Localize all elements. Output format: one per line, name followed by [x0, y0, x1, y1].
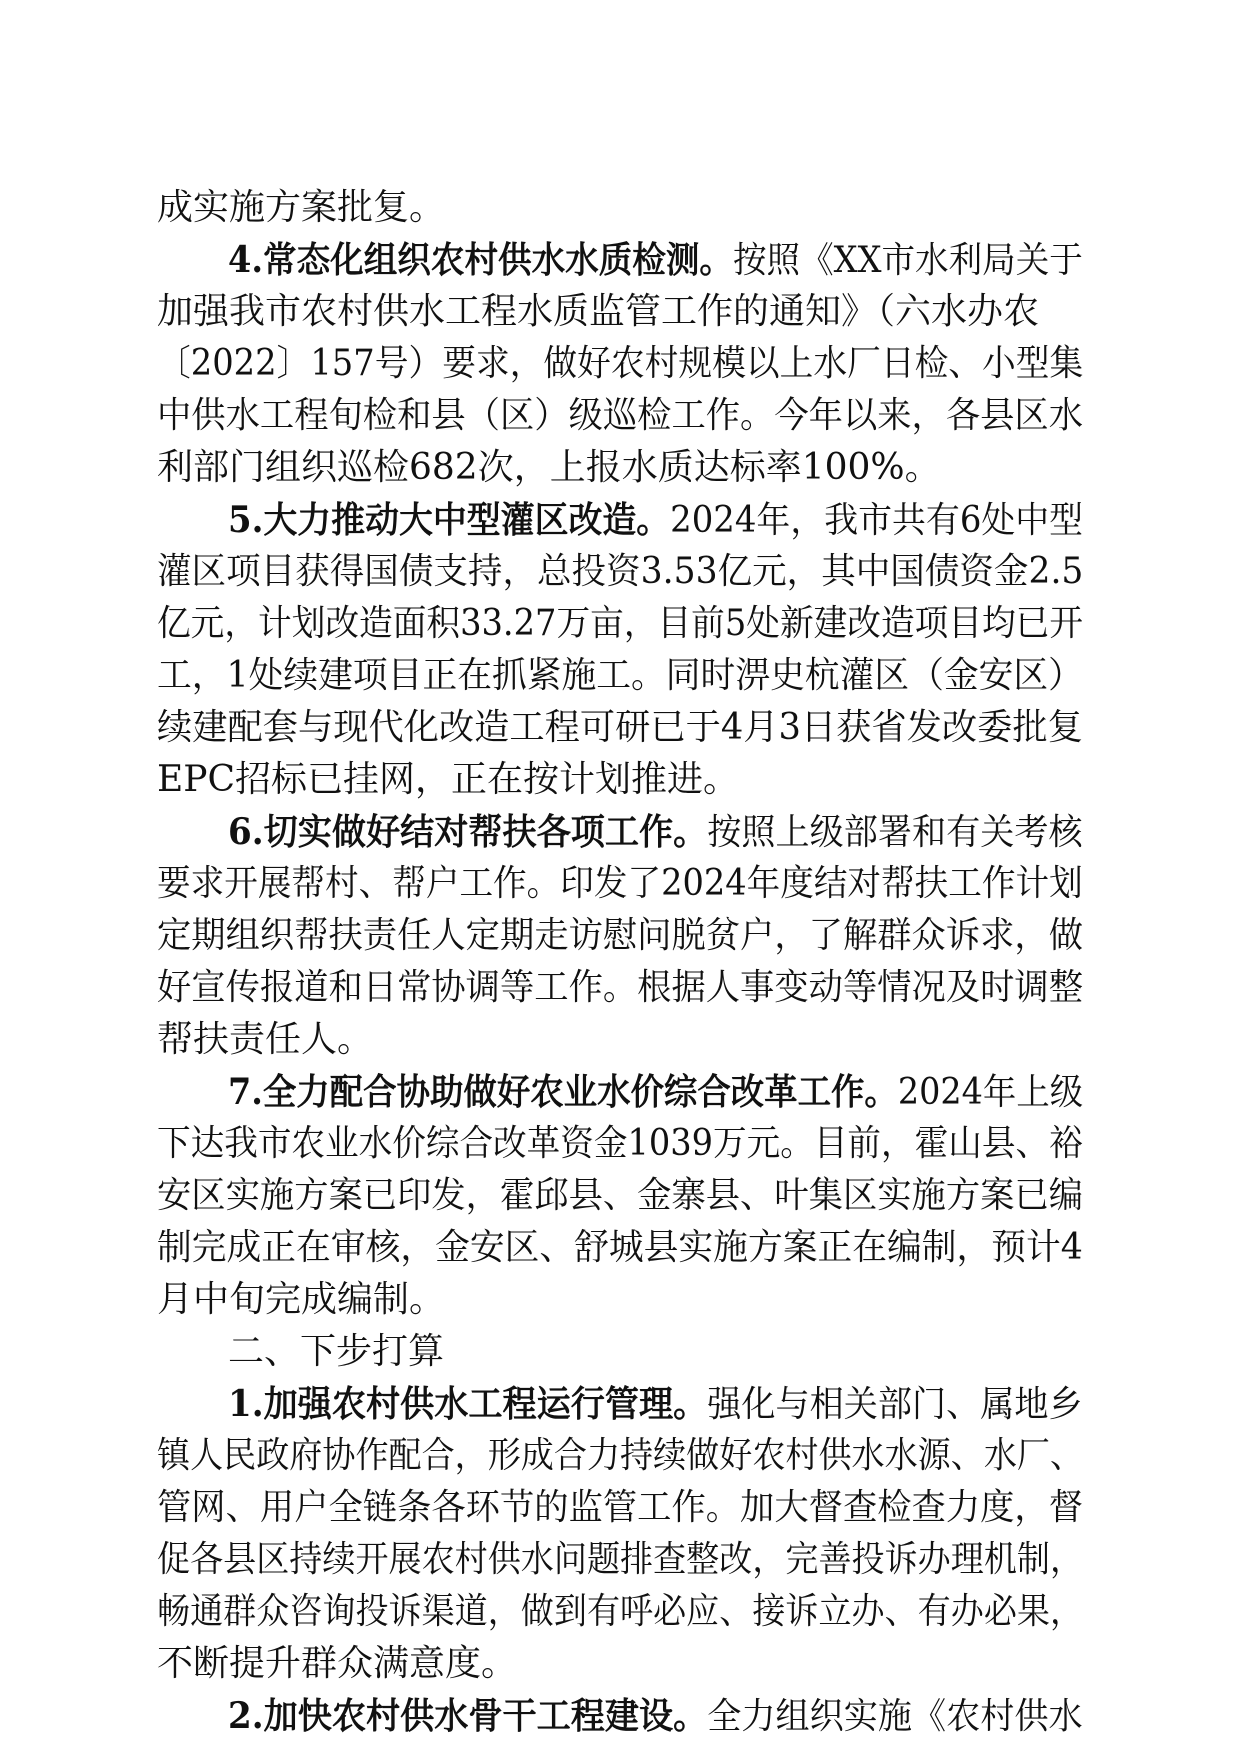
body-line	[0, 338, 1240, 390]
body-line	[0, 702, 1240, 754]
body-line	[0, 546, 1240, 598]
line-text: 好宣传报道和日常协调等工作。根据人事变动等情况及时调整	[157, 967, 1084, 1008]
line-text: 按照上级部署和有关考核	[707, 812, 1083, 853]
line-text: 畅通群众咨询投诉渠道，做到有呼必应、接诉立办、有办必果，	[157, 1591, 1084, 1632]
paragraph-heading: 6.切实做好结对帮扶各项工作。	[228, 811, 708, 853]
line-text: 2024年上级	[897, 1072, 1084, 1113]
line-text: 〔2022〕157号）要求，做好农村规模以上水厂日检、小型集	[157, 343, 1084, 384]
body-line	[0, 1638, 1240, 1690]
paragraph-start-line	[0, 806, 1240, 858]
body-line	[0, 286, 1240, 338]
body-line	[0, 598, 1240, 650]
line-text: 制完成正在审核，金安区、舒城县实施方案正在编制，预计4	[157, 1227, 1083, 1268]
line-text: 要求开展帮村、帮户工作。印发了2024年度结对帮扶工作计划	[157, 863, 1083, 904]
line-text: 不断提升群众满意度。	[157, 1643, 518, 1684]
line-text: 管网、用户全链条各环节的监管工作。加大督查检查力度，督	[157, 1487, 1084, 1528]
body-line	[0, 442, 1240, 494]
line-text: 工，1处续建项目正在抓紧施工。同时淠史杭灌区（金安区）	[157, 655, 1083, 696]
body-line	[0, 182, 1240, 234]
paragraph-heading: 7.全力配合协助做好农业水价综合改革工作。	[228, 1071, 898, 1113]
line-text: 帮扶责任人。	[157, 1019, 374, 1060]
line-text: 成实施方案批复。	[157, 187, 446, 228]
paragraph-heading: 1.加强农村供水工程运行管理。	[228, 1383, 708, 1425]
line-text: 灌区项目获得国债支持，总投资3.53亿元，其中国债资金2.5	[157, 551, 1084, 592]
body-line	[0, 962, 1240, 1014]
paragraph-start-line	[0, 1690, 1240, 1742]
line-text: 下达我市农业水价综合改革资金1039万元。目前，霍山县、裕	[157, 1123, 1083, 1164]
body-line	[0, 858, 1240, 910]
line-text: 利部门组织巡检682次，上报水质达标率100%。	[157, 447, 941, 488]
line-text: EPC招标已挂网，正在按计划推进。	[157, 759, 740, 800]
paragraph-start-line	[0, 494, 1240, 546]
line-text: 镇人民政府协作配合，形成合力持续做好农村供水水源、水厂、	[157, 1435, 1084, 1476]
section-heading-text: 二、下步打算	[228, 1331, 445, 1372]
line-text: 强化与相关部门、属地乡	[707, 1384, 1083, 1425]
body-line	[0, 1118, 1240, 1170]
line-text: 安区实施方案已印发，霍邱县、金寨县、叶集区实施方案已编	[157, 1175, 1084, 1216]
line-text: 加强我市农村供水工程水质监管工作的通知》（六水办农	[157, 291, 1040, 332]
line-text: 续建配套与现代化改造工程可研已于4月3日获省发改委批复	[157, 707, 1083, 748]
body-line	[0, 1534, 1240, 1586]
body-line	[0, 1222, 1240, 1274]
line-text: 2024年，我市共有6处中型	[670, 500, 1084, 541]
paragraph-start-line	[0, 234, 1240, 286]
body-line	[0, 390, 1240, 442]
body-line	[0, 1014, 1240, 1066]
paragraph-start-line	[0, 1378, 1240, 1430]
body-line	[0, 650, 1240, 702]
section-heading	[0, 1326, 1240, 1378]
paragraph-heading: 4.常态化组织农村供水水质检测。	[228, 239, 733, 281]
body-line	[0, 910, 1240, 962]
line-text: 亿元，计划改造面积33.27万亩，目前5处新建改造项目均已开	[157, 603, 1084, 644]
body-line	[0, 1482, 1240, 1534]
paragraph-heading: 2.加快农村供水骨干工程建设。	[228, 1695, 708, 1737]
body-line	[0, 1274, 1240, 1326]
line-text: 月中旬完成编制。	[157, 1279, 446, 1320]
body-line	[0, 1430, 1240, 1482]
line-text: 中供水工程旬检和县（区）级巡检工作。今年以来，各县区水	[157, 395, 1084, 436]
body-line	[0, 1170, 1240, 1222]
paragraph-start-line	[0, 1066, 1240, 1118]
body-line	[0, 1586, 1240, 1638]
paragraph-heading: 5.大力推动大中型灌区改造。	[228, 499, 671, 541]
line-text: 全力组织实施《农村供水	[707, 1696, 1083, 1737]
line-text: 促各县区持续开展农村供水问题排查整改，完善投诉办理机制，	[157, 1539, 1084, 1580]
body-line	[0, 754, 1240, 806]
line-text: 按照《XX市水利局关于	[732, 240, 1083, 281]
line-text: 定期组织帮扶责任人定期走访慰问脱贫户，了解群众诉求，做	[157, 915, 1084, 956]
